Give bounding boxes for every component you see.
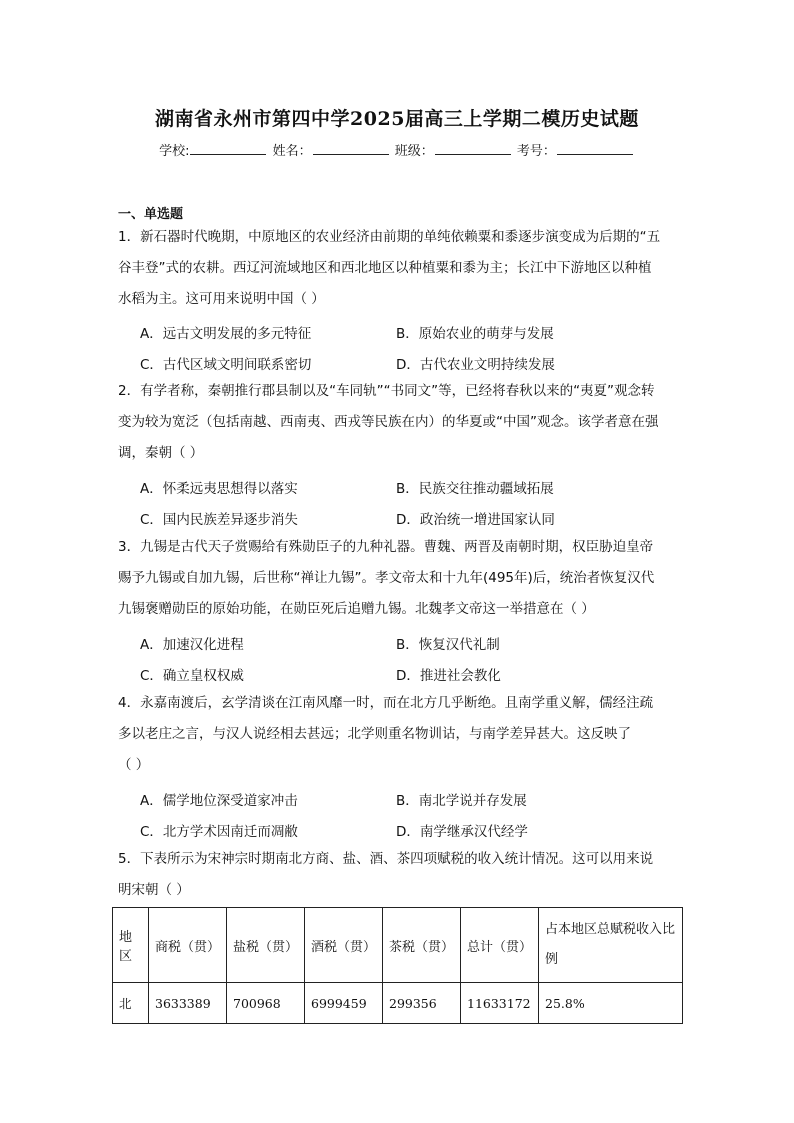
table-header-cell: 占本地区总赋税收入比例 — [539, 908, 683, 983]
option-a: A．加速汉化进程 — [140, 637, 244, 653]
option-b: B．恢复汉代礼制 — [396, 637, 500, 653]
question-line: 明宋朝（ ） — [118, 882, 190, 898]
name-blank — [313, 142, 389, 155]
question-line: 5．下表所示为宋神宗时期南北方商、盐、酒、茶四项赋税的收入统计情况。这可以用来说 — [118, 851, 654, 867]
option-a: A．儒学地位深受道家冲击 — [140, 793, 298, 809]
tax-table — [112, 907, 683, 1024]
question-line: 九锡褒赠勋臣的原始功能，在勋臣死后追赠九锡。北魏孝文帝这一举措意在（ ） — [118, 601, 595, 617]
question-line: 变为较为宽泛（包括南越、西南夷、西戎等民族在内）的华夏或“中国”观念。该学者意在强 — [118, 414, 659, 430]
question-line: 2．有学者称，秦朝推行郡县制以及“车同轨”“书同文”等，已经将春秋以来的“夷夏”观念转 — [118, 383, 655, 399]
option-c: C．国内民族差异逐步消失 — [140, 512, 298, 528]
question-line: 调，秦朝（ ） — [118, 445, 204, 461]
option-d: D．政治统一增进国家认同 — [396, 512, 555, 528]
option-c: C．北方学术因南迁而凋敝 — [140, 824, 298, 840]
option-a: A．怀柔远夷思想得以落实 — [140, 481, 298, 497]
table-cell: 299356 — [383, 983, 461, 1024]
option-d: D．古代农业文明持续发展 — [396, 357, 555, 373]
table-cell: 3633389 — [149, 983, 227, 1024]
table-header-cell: 地区 — [113, 908, 149, 983]
table-cell: 700968 — [227, 983, 305, 1024]
option-a: A．远古文明发展的多元特征 — [140, 326, 312, 342]
table-header-cell: 茶税（贯） — [383, 908, 461, 983]
question-line: 1．新石器时代晚期，中原地区的农业经济由前期的单纯依赖粟和黍逐步演变成为后期的“五 — [118, 229, 661, 245]
table-header-cell: 盐税（贯） — [227, 908, 305, 983]
question-4 — [118, 688, 684, 781]
table-cell: 6999459 — [305, 983, 383, 1024]
option-c: C．确立皇权权威 — [140, 668, 244, 684]
exam-no-blank — [557, 142, 633, 155]
school-blank — [190, 142, 266, 155]
question-2 — [118, 376, 684, 469]
question-5 — [118, 844, 684, 906]
option-d: D．南学继承汉代经学 — [396, 824, 528, 840]
question-line: 多以老庄之言，与汉人说经相去甚远；北学则重名物训诂，与南学差异甚大。这反映了 — [118, 726, 631, 742]
table-header-row — [113, 908, 683, 983]
exam-no-label: 考号： — [516, 144, 556, 159]
option-c: C．古代区域文明间联系密切 — [140, 357, 312, 373]
table-header-cell: 商税（贯） — [149, 908, 227, 983]
option-b: B．原始农业的萌芽与发展 — [396, 326, 554, 342]
table-cell: 25.8% — [539, 983, 683, 1024]
table-header-cell: 总计（贯） — [461, 908, 539, 983]
table-cell: 北 — [113, 983, 149, 1024]
question-line: 赐予九锡或自加九锡，后世称“禅让九锡”。孝文帝太和十九年(495年)后，统治者恢复汉代 — [118, 570, 655, 586]
option-b: B．南北学说并存发展 — [396, 793, 527, 809]
question-line: 水稻为主。这可用来说明中国（ ） — [118, 291, 325, 307]
question-line: 3．九锡是古代天子赏赐给有殊勋臣子的九种礼器。曹魏、两晋及南朝时期，权臣胁迫皇帝 — [118, 539, 654, 555]
question-line: 4．永嘉南渡后，玄学清谈在江南风靡一时，而在北方几乎断绝。且南学重义解，儒经注疏 — [118, 695, 654, 711]
exam-title: 湖南省永州市第四中学2025届高三上学期二模历史试题 — [155, 108, 639, 130]
option-d: D．推进社会教化 — [396, 668, 501, 684]
table-row — [113, 983, 683, 1024]
table-cell: 11633172 — [461, 983, 539, 1024]
name-label: 姓名： — [272, 144, 312, 159]
question-line: 谷丰登”式的农耕。西辽河流域地区和西北地区以种植粟和黍为主；长江中下游地区以种植 — [118, 260, 652, 276]
option-b: B．民族交往推动疆域拓展 — [396, 481, 554, 497]
class-blank — [435, 142, 511, 155]
question-line: （ ） — [118, 757, 150, 773]
student-info-line — [0, 140, 794, 159]
section-title: 一、单选题 — [118, 207, 184, 222]
question-1 — [118, 222, 684, 315]
class-label: 班级： — [394, 144, 434, 159]
question-3 — [118, 532, 684, 625]
table-header-cell: 酒税（贯） — [305, 908, 383, 983]
school-label: 学校: — [159, 144, 190, 159]
